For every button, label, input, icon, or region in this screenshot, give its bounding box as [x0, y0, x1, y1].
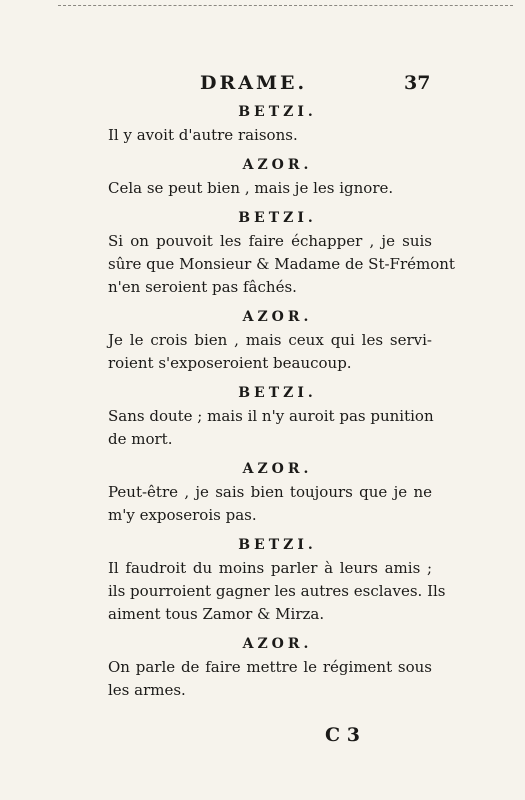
dialogue-block [0, 305, 525, 375]
dialogue-block [0, 206, 525, 299]
speaker-name: BETZI. [238, 385, 317, 401]
speaker-name: BETZI. [238, 104, 317, 120]
speaker-name: AZOR. [242, 309, 313, 325]
dialogue-block [0, 533, 525, 626]
dialogue-line: Si on pouvoit les faire échapper , je suis [108, 232, 432, 250]
dialogue-line: n'en seroient pas fâchés. [108, 278, 297, 296]
speaker-name: AZOR. [242, 461, 313, 477]
dialogue-line: aiment tous Zamor & Mirza. [108, 605, 325, 623]
dialogue-line: Il y avoit d'autre raisons. [108, 126, 298, 144]
dialogue-line: Sans doute ; mais il n'y auroit pas punition [108, 407, 434, 425]
speaker-name: AZOR. [242, 157, 313, 173]
dialogue-line: Peut-être , je sais bien toujours que je ne [108, 483, 432, 501]
speaker-name: BETZI. [238, 210, 317, 226]
page-number: 37 [404, 72, 431, 94]
top-rule [58, 5, 513, 6]
dialogue-line: roient s'exposeroient beaucoup. [108, 354, 352, 372]
dialogue-line: ils pourroient gagner les autres esclaves. Ils [108, 582, 446, 600]
dialogue-block [0, 100, 525, 147]
speaker-name: AZOR. [242, 636, 313, 652]
dialogue-block [0, 632, 525, 702]
dialogue-line: m'y exposerois pas. [108, 506, 257, 524]
signature-mark: C 3 [325, 724, 360, 746]
dialogue-line: On parle de faire mettre le régiment sous [108, 658, 432, 676]
dialogue-line: sûre que Monsieur & Madame de St-Frémont [108, 255, 455, 273]
dialogue-block [0, 153, 525, 200]
dialogue-line: les armes. [108, 681, 186, 699]
dialogue-line: Je le crois bien , mais ceux qui les servi- [108, 331, 432, 349]
running-title: DRAME. [200, 72, 308, 94]
dialogue [0, 100, 525, 702]
dialogue-line: de mort. [108, 430, 173, 448]
dialogue-line: Il faudroit du moins parler à leurs amis ; [108, 559, 432, 577]
page-header [0, 72, 525, 100]
dialogue-block [0, 457, 525, 527]
dialogue-line: Cela se peut bien , mais je les ignore. [108, 179, 394, 197]
speaker-name: BETZI. [238, 537, 317, 553]
dialogue-block [0, 381, 525, 451]
